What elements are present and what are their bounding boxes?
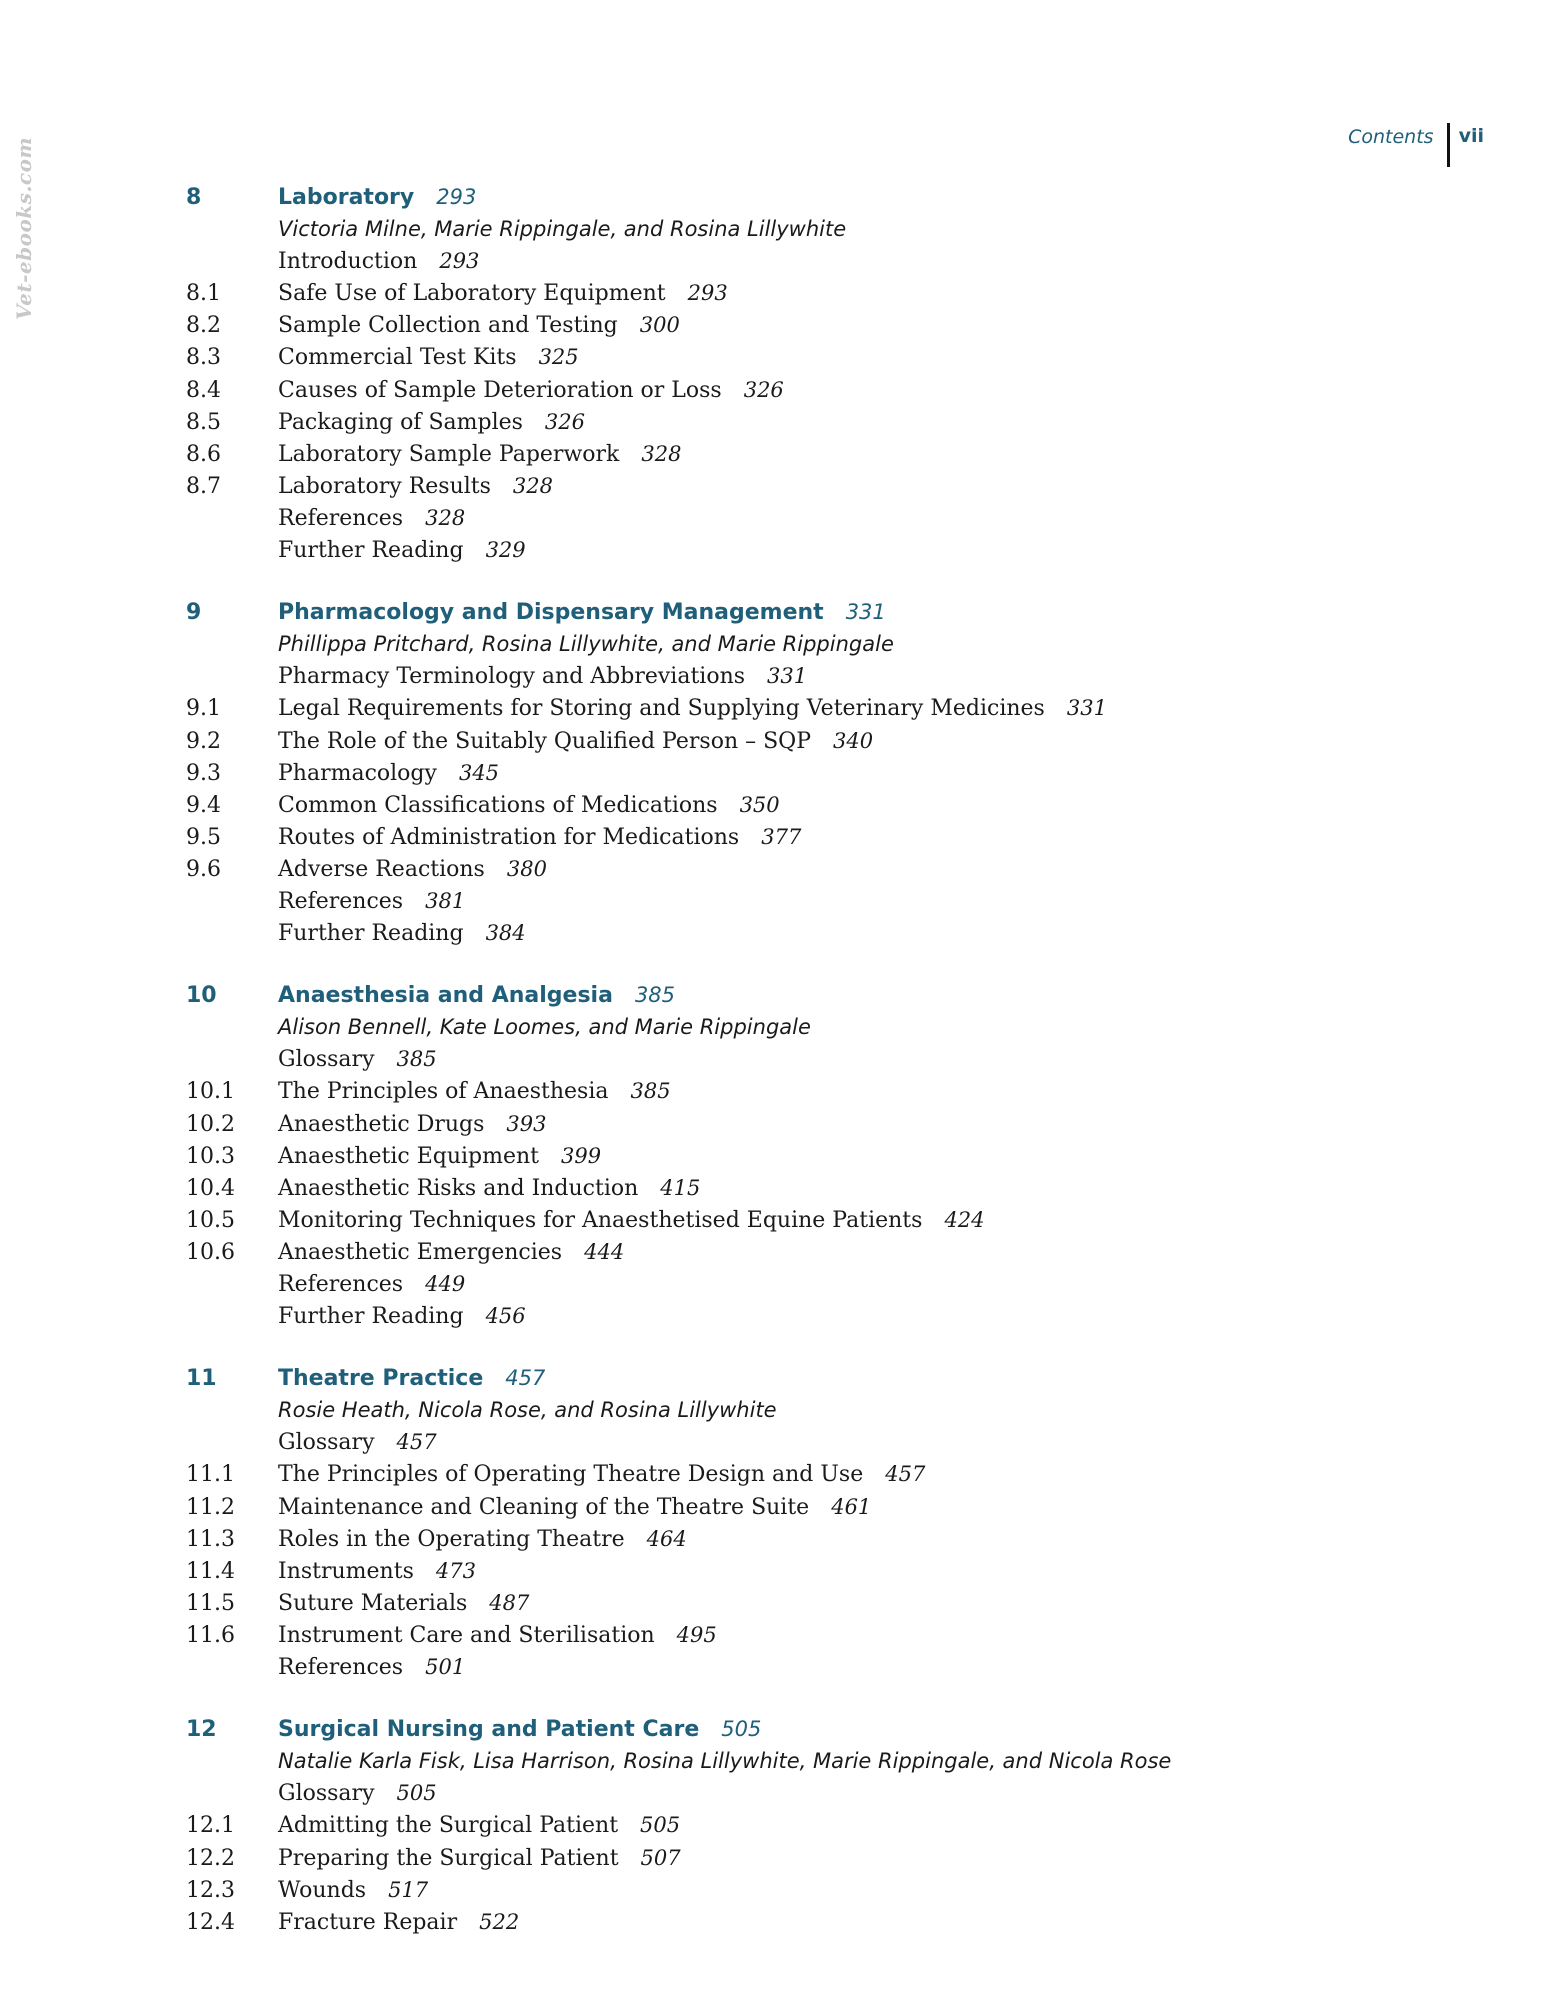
chapter-title: Anaesthesia and Analgesia: [278, 983, 613, 1009]
section-page-number: 300: [639, 313, 680, 338]
chapter-authors-line: [186, 213, 1436, 245]
section-number: 10.1: [186, 1079, 235, 1105]
section-title: Common Classifications of Medications: [278, 792, 718, 818]
toc-entry[interactable]: [186, 438, 1436, 470]
toc-entry[interactable]: [186, 1426, 1436, 1458]
section-page-number: 329: [485, 538, 526, 563]
section-title: Anaesthetic Equipment: [278, 1143, 540, 1169]
section-number: 11.5: [186, 1590, 235, 1616]
chapter-page-number: 331: [845, 600, 886, 625]
section-title: Sample Collection and Testing: [278, 313, 618, 339]
running-head-rule: [1447, 123, 1450, 167]
toc-chapter: [186, 181, 1436, 566]
section-title: Maintenance and Cleaning of the Theatre Suite: [278, 1494, 810, 1520]
section-number: 9.5: [186, 824, 221, 850]
section-page-number: 505: [396, 1781, 437, 1806]
chapter-entries: [186, 245, 1436, 566]
chapter-authors-line: [186, 628, 1436, 660]
section-title: Roles in the Operating Theatre: [278, 1526, 625, 1552]
toc-entry[interactable]: [186, 534, 1436, 566]
section-number: 9.3: [186, 760, 221, 786]
section-title: Legal Requirements for Storing and Supplying Veterinary Medicines: [278, 696, 1045, 722]
section-page-number: 424: [944, 1207, 985, 1232]
section-title: Commercial Test Kits: [278, 345, 517, 371]
section-title: Causes of Sample Deterioration or Loss: [278, 377, 722, 403]
toc-chapter: [186, 1362, 1436, 1683]
section-page-number: 457: [885, 1462, 926, 1487]
section-title: Pharmacology: [278, 760, 437, 786]
toc-entry[interactable]: [186, 1874, 1436, 1906]
section-title: Safe Use of Laboratory Equipment: [278, 281, 666, 307]
toc-entry[interactable]: [186, 1140, 1436, 1172]
toc-entry[interactable]: [186, 1777, 1436, 1809]
section-number: 8.3: [186, 345, 221, 371]
section-title: Laboratory Sample Paperwork: [278, 441, 620, 467]
section-page-number: 377: [761, 824, 802, 849]
section-page-number: 415: [660, 1175, 701, 1200]
section-page-number: 325: [538, 345, 579, 370]
section-number: 12.1: [186, 1813, 235, 1839]
section-number: 11.4: [186, 1558, 235, 1584]
section-number: 11.1: [186, 1462, 235, 1488]
section-page-number: 473: [435, 1558, 476, 1583]
toc-entry[interactable]: [186, 1587, 1436, 1619]
toc-entry[interactable]: [186, 470, 1436, 502]
chapter-entries: [186, 1426, 1436, 1683]
section-page-number: 385: [396, 1047, 437, 1072]
toc-entry[interactable]: [186, 245, 1436, 277]
section-title: Admitting the Surgical Patient: [278, 1813, 619, 1839]
section-number: 9.2: [186, 728, 221, 754]
section-title: The Role of the Suitably Qualified Person – SQP: [278, 728, 812, 754]
section-page-number: 328: [512, 473, 554, 498]
section-title: Glossary: [278, 1047, 375, 1073]
chapter-authors: Phillippa Pritchard, Rosina Lillywhite, and Marie Rippingale: [278, 632, 894, 657]
toc-entry[interactable]: [186, 1491, 1436, 1523]
section-title: Preparing the Surgical Patient: [278, 1845, 619, 1871]
toc-entry[interactable]: [186, 406, 1436, 438]
toc-entry[interactable]: [186, 853, 1436, 885]
section-title: Laboratory Results: [278, 473, 491, 499]
section-page-number: 381: [425, 888, 466, 913]
chapter-title: Laboratory: [278, 185, 415, 210]
toc-entry[interactable]: [186, 757, 1436, 789]
section-number: 8.2: [186, 313, 221, 339]
section-number: 10.2: [186, 1111, 235, 1137]
section-page-number: 293: [439, 249, 480, 274]
section-number: 8.1: [186, 281, 221, 307]
toc-entry[interactable]: [186, 1651, 1436, 1683]
chapter-number: 12: [186, 1717, 217, 1743]
toc-chapter: [186, 596, 1436, 949]
section-title: Fracture Repair: [278, 1909, 458, 1935]
section-title: Routes of Administration for Medications: [278, 824, 740, 850]
section-page-number: 384: [485, 921, 526, 946]
chapter-authors: Rosie Heath, Nicola Rose, and Rosina Lillywhite: [278, 1398, 777, 1423]
section-title: Anaesthetic Emergencies: [278, 1239, 563, 1265]
chapter-authors: Natalie Karla Fisk, Lisa Harrison, Rosina Lillywhite, Marie Rippingale, and Nicola Rose: [278, 1749, 1172, 1774]
section-title: The Principles of Operating Theatre Design and Use: [278, 1462, 864, 1488]
toc-entry[interactable]: [186, 1172, 1436, 1204]
toc-entry[interactable]: [186, 660, 1436, 692]
chapter-authors: Victoria Milne, Marie Rippingale, and Rosina Lillywhite: [278, 217, 847, 242]
section-number: 8.7: [186, 473, 221, 499]
section-page-number: 328: [641, 441, 682, 466]
toc-entry[interactable]: [186, 1075, 1436, 1107]
section-page-number: 501: [425, 1655, 466, 1680]
section-title: Further Reading: [278, 1304, 464, 1330]
section-number: 8.6: [186, 441, 221, 467]
section-number: 10.5: [186, 1207, 235, 1233]
chapter-authors-line: [186, 1394, 1436, 1426]
section-title: Packaging of Samples: [278, 409, 523, 435]
chapter-page-number: 505: [721, 1717, 762, 1742]
chapter-number: 8: [186, 185, 202, 210]
section-title: References: [278, 1272, 404, 1297]
section-title: References: [278, 888, 404, 914]
section-title: Wounds: [278, 1877, 367, 1903]
chapter-page-number: 293: [436, 185, 477, 209]
section-number: 9.1: [186, 696, 221, 722]
running-head-label: Contents: [1348, 126, 1434, 148]
section-page-number: 507: [640, 1845, 681, 1870]
toc-entry[interactable]: [186, 1842, 1436, 1874]
section-title: Glossary: [278, 1781, 375, 1807]
chapter-heading[interactable]: [186, 596, 1436, 628]
toc-chapter: [186, 1713, 1436, 1938]
section-page-number: 326: [743, 377, 784, 402]
section-page-number: 505: [640, 1813, 681, 1838]
section-title: Instrument Care and Sterilisation: [278, 1622, 655, 1648]
section-number: 10.3: [186, 1143, 235, 1169]
chapter-entries: [186, 660, 1436, 949]
section-number: 8.4: [186, 377, 221, 403]
section-title: Anaesthetic Drugs: [278, 1111, 485, 1137]
toc-entry[interactable]: [186, 725, 1436, 757]
table-of-contents: [186, 181, 1436, 1968]
chapter-title: Pharmacology and Dispensary Management: [278, 600, 824, 626]
section-page-number: 340: [833, 728, 874, 753]
section-title: Monitoring Techniques for Anaesthetised Equine Patients: [278, 1207, 923, 1233]
section-page-number: 487: [489, 1590, 530, 1615]
chapter-page-number: 457: [505, 1366, 546, 1391]
section-number: 9.6: [186, 856, 221, 882]
toc-entry[interactable]: [186, 1300, 1436, 1332]
section-title: Pharmacy Terminology and Abbreviations: [278, 664, 746, 690]
chapter-authors-line: [186, 1011, 1436, 1043]
section-number: 11.2: [186, 1494, 235, 1520]
chapter-title: Surgical Nursing and Patient Care: [278, 1717, 700, 1743]
toc-entry[interactable]: [186, 1108, 1436, 1140]
section-title: Instruments: [278, 1558, 414, 1584]
toc-entry[interactable]: [186, 1458, 1436, 1490]
toc-entry[interactable]: [186, 1268, 1436, 1300]
section-page-number: 495: [676, 1622, 717, 1647]
section-number: 8.5: [186, 409, 221, 435]
section-number: 12.2: [186, 1845, 235, 1871]
chapter-heading[interactable]: [186, 181, 1436, 213]
section-page-number: 393: [506, 1111, 547, 1136]
section-page-number: 328: [425, 505, 466, 530]
toc-entry[interactable]: [186, 789, 1436, 821]
section-page-number: 385: [630, 1079, 671, 1104]
section-title: References: [278, 505, 404, 531]
page-number: vii: [1458, 125, 1484, 147]
toc-entry[interactable]: [186, 1619, 1436, 1651]
section-page-number: 350: [739, 792, 780, 817]
toc-entry[interactable]: [186, 1523, 1436, 1555]
chapter-number: 9: [186, 600, 202, 626]
toc-entry[interactable]: [186, 309, 1436, 341]
chapter-heading[interactable]: [186, 979, 1436, 1011]
section-number: 12.4: [186, 1909, 235, 1935]
running-head: [1348, 123, 1484, 167]
section-number: 9.4: [186, 792, 221, 818]
section-title: Further Reading: [278, 538, 464, 564]
section-page-number: 444: [584, 1239, 625, 1264]
section-page-number: 461: [831, 1494, 872, 1519]
section-title: References: [278, 1655, 404, 1681]
section-title: Introduction: [278, 249, 418, 275]
toc-entry[interactable]: [186, 885, 1436, 917]
section-title: Anaesthetic Risks and Induction: [278, 1175, 639, 1201]
chapter-authors: Alison Bennell, Kate Loomes, and Marie Rippingale: [278, 1015, 811, 1040]
chapter-page-number: 385: [634, 983, 676, 1008]
section-number: 12.3: [186, 1877, 235, 1903]
section-page-number: 345: [458, 760, 500, 785]
chapter-title: Theatre Practice: [278, 1366, 484, 1392]
chapter-entries: [186, 1043, 1436, 1332]
chapter-heading[interactable]: [186, 1362, 1436, 1394]
section-number: 10.4: [186, 1175, 235, 1201]
section-page-number: 331: [767, 664, 808, 689]
section-title: Suture Materials: [278, 1590, 468, 1616]
section-number: 11.6: [186, 1622, 235, 1648]
toc-entry[interactable]: [186, 1236, 1436, 1268]
section-title: Adverse Reactions: [278, 856, 485, 882]
chapter-entries: [186, 1777, 1436, 1937]
section-page-number: 449: [425, 1272, 466, 1296]
toc-entry[interactable]: [186, 1809, 1436, 1841]
chapter-number: 10: [186, 983, 217, 1009]
toc-entry[interactable]: [186, 374, 1436, 406]
chapter-authors-line: [186, 1745, 1436, 1777]
section-number: 11.3: [186, 1526, 235, 1552]
toc-entry[interactable]: [186, 821, 1436, 853]
toc-entry[interactable]: [186, 692, 1436, 724]
section-page-number: 399: [561, 1143, 602, 1168]
toc-entry[interactable]: [186, 502, 1436, 534]
chapter-number: 11: [186, 1366, 217, 1392]
toc-entry[interactable]: [186, 917, 1436, 949]
section-title: Further Reading: [278, 921, 464, 947]
section-page-number: 326: [544, 409, 586, 434]
section-page-number: 331: [1066, 696, 1107, 721]
toc-entry[interactable]: [186, 1555, 1436, 1587]
toc-entry[interactable]: [186, 341, 1436, 373]
toc-chapter: [186, 979, 1436, 1332]
section-title: The Principles of Anaesthesia: [278, 1079, 609, 1105]
section-page-number: 380: [506, 856, 547, 881]
section-page-number: 457: [396, 1430, 437, 1455]
section-page-number: 517: [388, 1877, 429, 1902]
section-page-number: 464: [646, 1526, 687, 1551]
section-page-number: 456: [485, 1304, 526, 1329]
section-number: 10.6: [186, 1239, 235, 1265]
section-title: Glossary: [278, 1430, 375, 1456]
toc-entry[interactable]: [186, 1906, 1436, 1938]
watermark-logo: Vet-ebooks.com: [12, 136, 36, 320]
section-page-number: 522: [479, 1909, 520, 1934]
chapter-heading[interactable]: [186, 1713, 1436, 1745]
toc-entry[interactable]: [186, 1204, 1436, 1236]
section-page-number: 293: [687, 281, 728, 306]
toc-entry[interactable]: [186, 277, 1436, 309]
toc-entry[interactable]: [186, 1043, 1436, 1075]
